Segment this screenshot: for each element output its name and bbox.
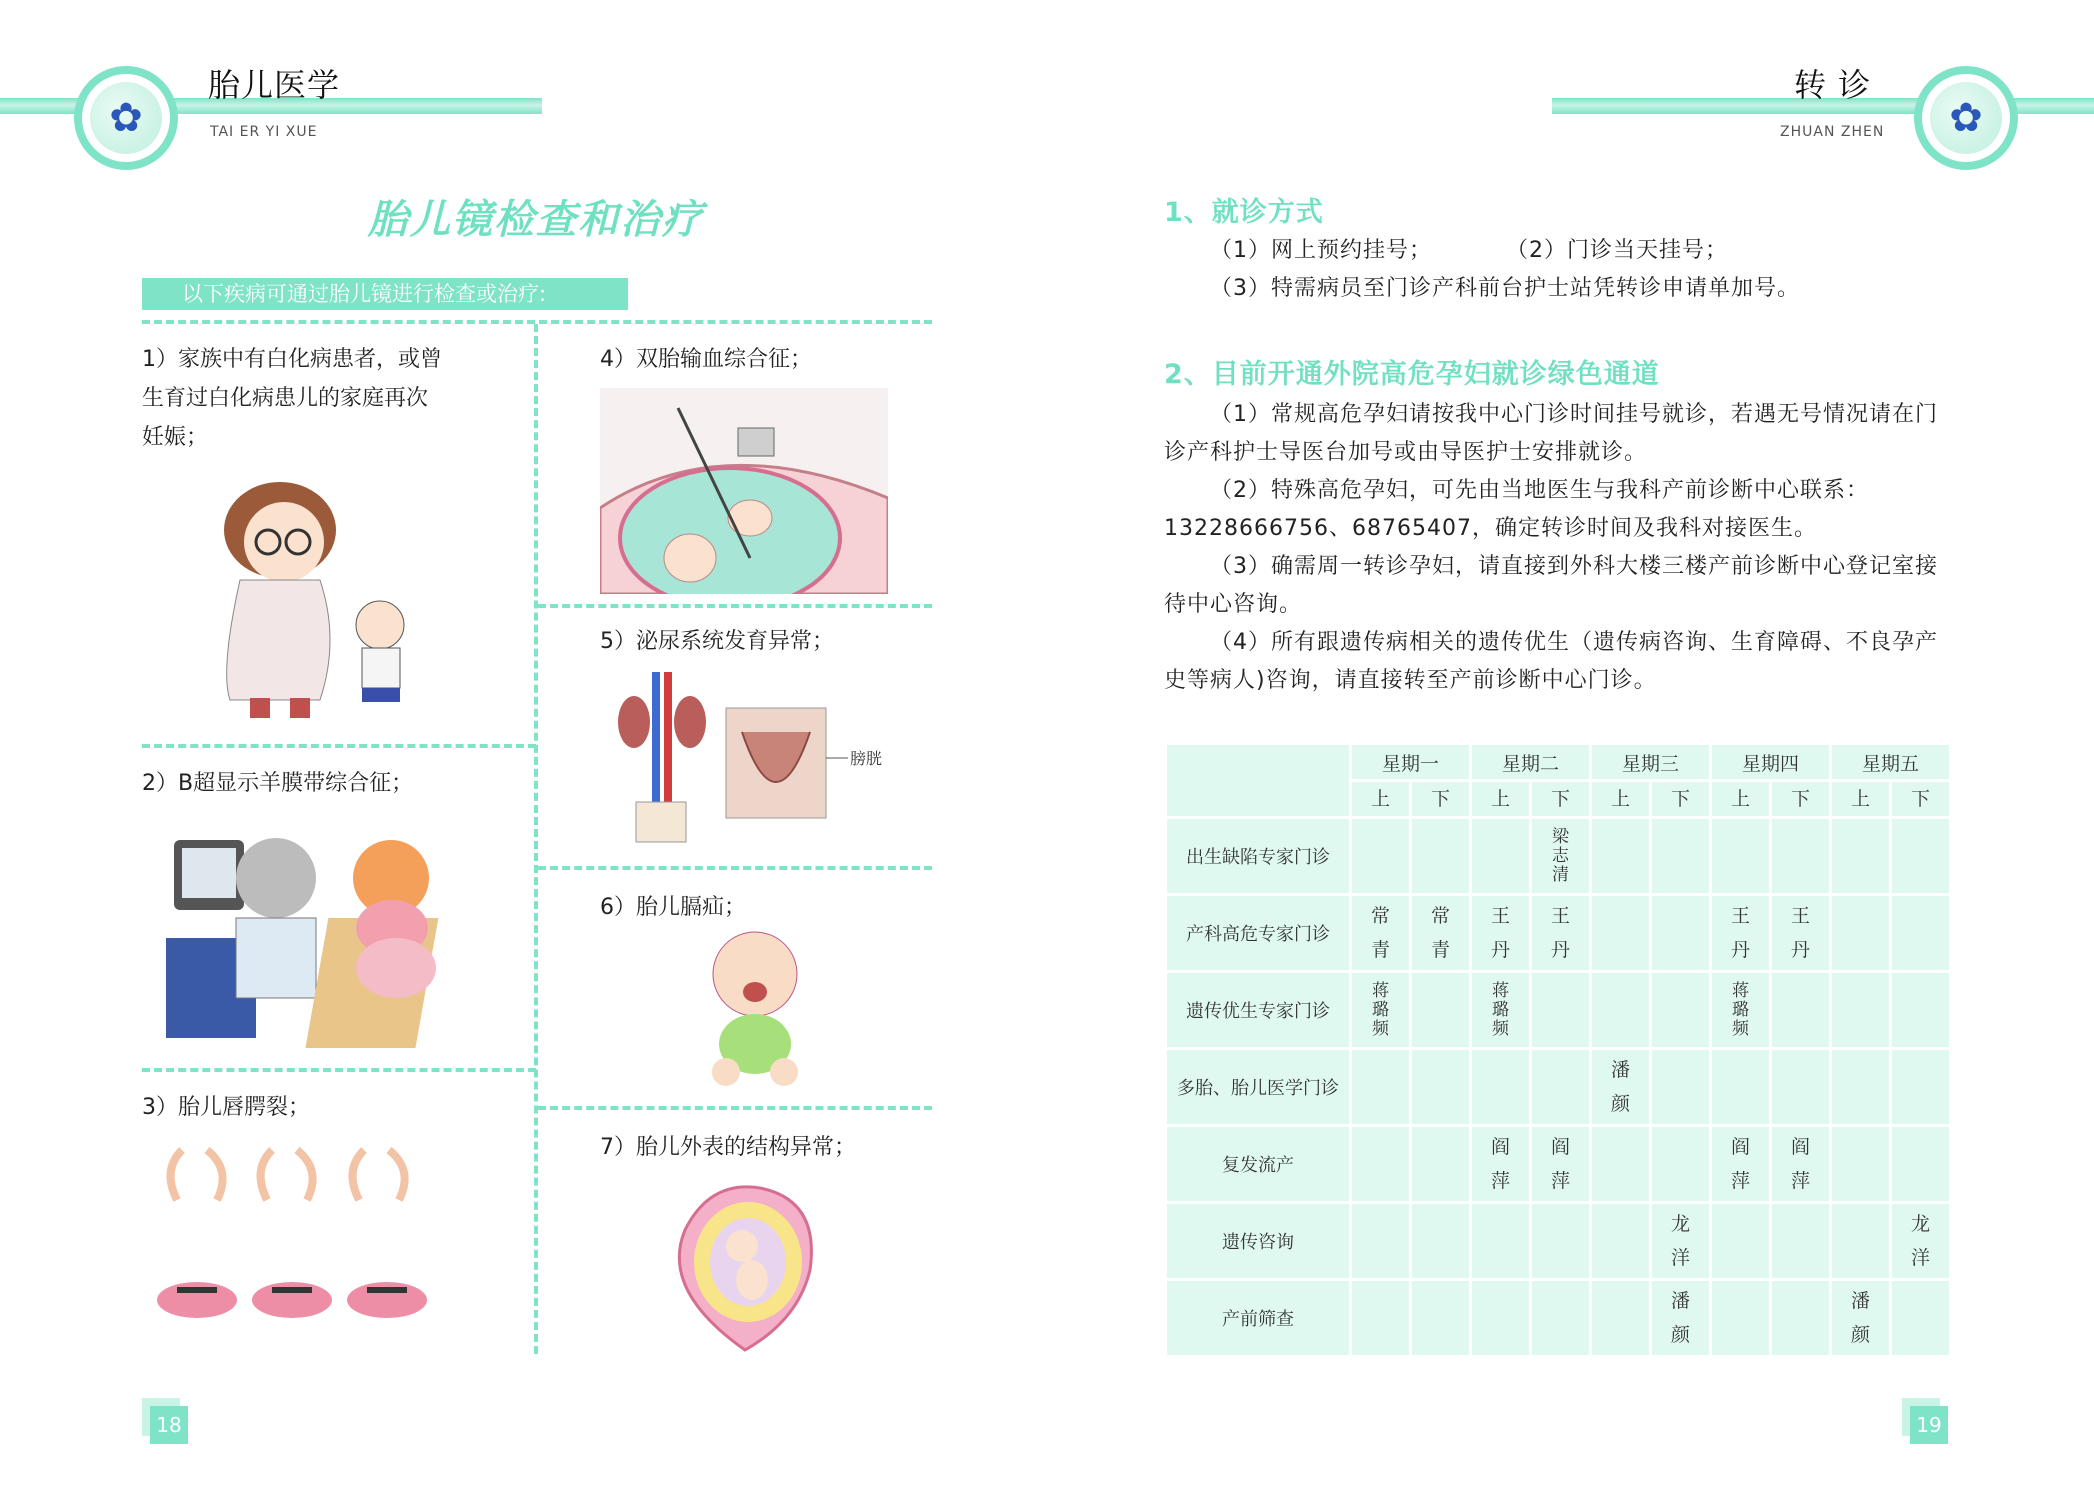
doctor-name: 王丹 [1490,905,1510,961]
doctor-cell [1412,1127,1469,1201]
para-line: 诊产科护士导医台加号或由导医护士安排就诊。 [1164,440,1648,465]
doctor-cell [1892,1281,1949,1355]
doctor-cell [1592,819,1649,893]
doctor-name: 蒋璐频 [1492,980,1509,1039]
table-header-half: 上 [1472,782,1529,816]
section1-line-1: （1）网上预约挂号； [1210,238,1432,263]
doctor-cell [1712,1281,1769,1355]
table-header-half: 下 [1412,782,1469,816]
para-line: （2）特殊高危孕妇，可先由当地医生与我科产前诊断中心联系： [1210,478,1869,503]
item-line: 7）胎儿外表的结构异常； [600,1135,856,1160]
doctor-cell [1412,1050,1469,1124]
doctor-name: 潘颜 [1850,1290,1870,1346]
table-header-day: 星期三 [1592,745,1709,779]
doctor-name: 常青 [1430,905,1450,961]
doctor-cell [1592,1204,1649,1278]
list-item-5 [600,622,834,661]
table-row [1167,896,1949,970]
section1-line-3: （3）特需病员至门诊产科前台护士站凭转诊申请单加号。 [1210,276,1800,301]
doctor-cell [1772,1127,1829,1201]
table-row [1167,1281,1949,1355]
fetus-logo-right [1914,66,2018,170]
doctor-name: 王丹 [1730,905,1750,961]
fetus-logo-left [74,66,178,170]
table-header-half: 上 [1712,782,1769,816]
table-header-half: 上 [1832,782,1889,816]
doctor-cell [1892,1050,1949,1124]
doctor-cell [1712,973,1769,1047]
doctor-cell [1412,1204,1469,1278]
intro-bar: 以下疾病可通过胎儿镜进行检查或治疗: [142,278,628,310]
clinic-schedule-table [1164,742,1952,1358]
doctor-cell [1652,1204,1709,1278]
ultrasound-illustration [166,818,466,1054]
clinic-name: 遗传咨询 [1167,1204,1349,1278]
table-header-half: 上 [1592,782,1649,816]
doctor-cell [1832,819,1889,893]
doctor-cell [1712,1127,1769,1201]
clinic-name: 复发流产 [1167,1127,1349,1201]
table-header-half: 下 [1532,782,1589,816]
item-line: 4）双胎输血综合征； [600,347,812,372]
header-subtitle-right: ZHUAN ZHEN [1780,124,1885,140]
list-item-2 [142,764,413,803]
doctor-cell [1772,819,1829,893]
doctor-cell [1592,1050,1649,1124]
table-row [1167,973,1949,1047]
clinic-name: 产科高危专家门诊 [1167,896,1349,970]
item-line: 妊娠； [142,425,209,450]
doctor-cell [1772,1050,1829,1124]
divider [142,744,536,748]
table-corner [1167,745,1349,816]
doctor-cell [1352,1050,1409,1124]
list-item-4 [600,340,812,379]
fetus-icon: ✿ [90,82,162,154]
page-title-left: 胎儿镜检查和治疗 [368,197,704,243]
item-line: 3）胎儿唇腭裂； [142,1095,310,1120]
doctor-cell [1652,973,1709,1047]
divider [534,324,538,1354]
doctor-cell [1832,1050,1889,1124]
table-row [1167,1204,1949,1278]
doctor-cell [1892,819,1949,893]
table-row [1167,1050,1949,1124]
doctor-cell [1352,1127,1409,1201]
table-header-days [1167,745,1949,779]
crying-baby-illustration [690,924,820,1090]
twin-transfusion-illustration [600,388,888,594]
doctor-cell [1532,896,1589,970]
doctor-cell [1532,1127,1589,1201]
doctor-cell [1712,896,1769,970]
section1-line-2: （2）门诊当天挂号； [1506,238,1728,263]
header-title-right: 转 诊 [1794,66,1872,104]
section2-text [1164,396,1954,700]
doctor-cell [1892,896,1949,970]
doctor-cell [1352,819,1409,893]
doctor-cell [1892,1204,1949,1278]
doctor-cell [1352,1204,1409,1278]
doctor-cell [1832,896,1889,970]
divider [538,1106,932,1110]
doctor-cell [1532,1204,1589,1278]
doctor-cell [1532,1281,1589,1355]
doctor-cell [1532,1050,1589,1124]
doctor-cell [1892,1127,1949,1201]
doctor-cell [1352,973,1409,1047]
doctor-name: 阎萍 [1730,1136,1750,1192]
para-line: （4）所有跟遗传病相关的遗传优生（遗传病咨询、生育障碍、不良孕产 [1210,630,1938,655]
table-row [1167,819,1949,893]
header-title-left: 胎儿医学 [208,66,341,104]
doctor-cell [1472,973,1529,1047]
item-line: 5）泌尿系统发育异常； [600,629,834,654]
table-header-half: 下 [1652,782,1709,816]
doctor-cell [1772,1204,1829,1278]
doctor-cell [1772,973,1829,1047]
doctor-name: 蒋璐频 [1732,980,1749,1039]
para-line: 待中心咨询。 [1164,592,1303,617]
doctor-cell [1532,973,1589,1047]
para-line: （1）常规高危孕妇请按我中心门诊时间挂号就诊，若遇无号情况请在门 [1210,402,1938,427]
header-subtitle-left: TAI ER YI XUE [210,124,318,140]
doctor-cell [1712,819,1769,893]
doctor-cell [1592,896,1649,970]
clinic-name: 产前筛查 [1167,1281,1349,1355]
doctor-cell [1472,1127,1529,1201]
doctor-cell [1412,819,1469,893]
doctor-name: 阎萍 [1490,1136,1510,1192]
list-item-6 [600,888,746,927]
item-line: 2）B超显示羊膜带综合征； [142,771,414,796]
clinic-name: 多胎、胎儿医学门诊 [1167,1050,1349,1124]
doctor-cell [1652,819,1709,893]
doctor-cell [1472,1204,1529,1278]
doctor-name: 王丹 [1550,905,1570,961]
doctor-name: 常青 [1370,905,1390,961]
doctor-cell [1352,1281,1409,1355]
doctor-name: 阎萍 [1790,1136,1810,1192]
doctor-cell [1352,896,1409,970]
doctor-cell [1652,1050,1709,1124]
doctor-cell [1832,973,1889,1047]
doctor-name: 潘颜 [1610,1059,1630,1115]
divider [142,1068,536,1072]
item-line: 1）家族中有白化病患者，或曾 [142,347,442,372]
page-number-right: 19 [1910,1406,1948,1444]
para-line: 13228666756、68765407，确定转诊时间及我科对接医生。 [1164,516,1817,541]
doctor-name: 阎萍 [1550,1136,1570,1192]
doctor-cell [1412,896,1469,970]
item-line: 生育过白化病患儿的家庭再次 [142,386,429,411]
doctor-name: 梁志清 [1552,826,1569,885]
doctor-cell [1412,973,1469,1047]
doctor-cell [1772,896,1829,970]
section-title-1: 1、就诊方式 [1164,197,1324,228]
section-title-2: 2、目前开通外院高危孕妇就诊绿色通道 [1164,359,1660,390]
doctor-cell [1892,973,1949,1047]
doctor-name: 蒋璐频 [1372,980,1389,1039]
doctor-name: 龙洋 [1910,1213,1930,1269]
doctor-name: 龙洋 [1670,1213,1690,1269]
para-line: （3）确需周一转诊孕妇，请直接到外科大楼三楼产前诊断中心登记室接 [1210,554,1938,579]
clinic-name: 遗传优生专家门诊 [1167,973,1349,1047]
divider [538,604,932,608]
doctor-cell [1832,1204,1889,1278]
doctor-cell [1772,1281,1829,1355]
doctor-cell [1472,1281,1529,1355]
doctor-cell [1592,973,1649,1047]
table-header-day: 星期二 [1472,745,1589,779]
doctor-cell [1832,1127,1889,1201]
bladder-label: 膀胱 [850,751,883,768]
table-header-day: 星期四 [1712,745,1829,779]
table-row [1167,1127,1949,1201]
table-header-half: 上 [1352,782,1409,816]
doctor-cell [1532,819,1589,893]
clinic-name: 出生缺陷专家门诊 [1167,819,1349,893]
list-item-3 [142,1088,310,1127]
table-header-day: 星期五 [1832,745,1949,779]
header-band-right-b [2008,98,2094,114]
table-header-day: 星期一 [1352,745,1469,779]
fetus-in-womb-illustration [670,1180,820,1356]
doctor-name: 王丹 [1790,905,1810,961]
mother-child-illustration [200,470,430,720]
doctor-cell [1652,896,1709,970]
doctor-cell [1652,1127,1709,1201]
doctor-cell [1832,1281,1889,1355]
list-item-1 [142,340,442,457]
doctor-cell [1712,1204,1769,1278]
doctor-cell [1472,896,1529,970]
doctor-cell [1472,1050,1529,1124]
doctor-cell [1652,1281,1709,1355]
urinary-system-illustration [612,672,902,848]
page-number-left: 18 [150,1406,188,1444]
doctor-cell [1412,1281,1469,1355]
cleft-lip-illustration [142,1140,462,1356]
fetus-icon: ✿ [1930,82,2002,154]
doctor-cell [1592,1127,1649,1201]
header-band-left-a [0,98,80,114]
divider [538,866,932,870]
list-item-7 [600,1128,856,1167]
table-header-half: 下 [1772,782,1829,816]
doctor-cell [1592,1281,1649,1355]
doctor-cell [1472,819,1529,893]
para-line: 史等病人)咨询，请直接转至产前诊断中心门诊。 [1164,668,1657,693]
item-line: 6）胎儿膈疝； [600,895,746,920]
doctor-name: 潘颜 [1670,1290,1690,1346]
doctor-cell [1712,1050,1769,1124]
table-header-half: 下 [1892,782,1949,816]
